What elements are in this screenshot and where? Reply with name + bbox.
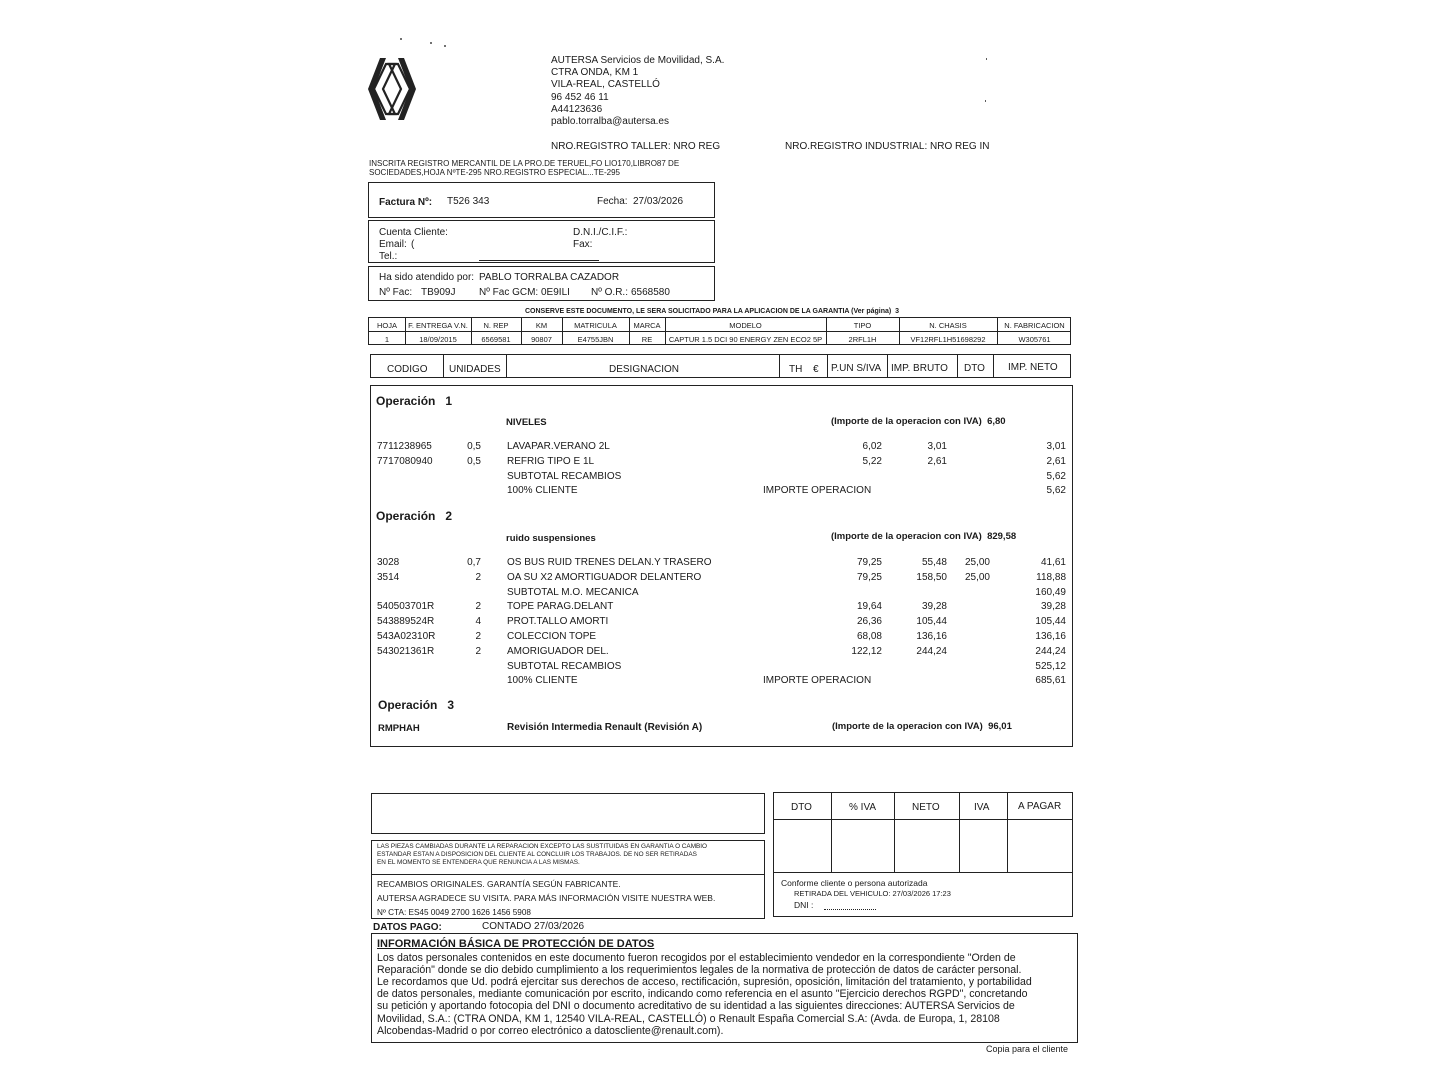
line-unidades: 0,5	[467, 455, 481, 467]
scan-speck	[430, 42, 432, 44]
line-unidades: 2	[475, 571, 481, 583]
or-label: Nº O.R.:	[591, 287, 628, 298]
line-codigo: 543889524R	[377, 616, 435, 628]
vehicle-value-tipo: 2RFL1H	[848, 335, 877, 344]
company-email: pablo.torralba@autersa.es	[551, 116, 669, 127]
op1-name: NIVELES	[506, 417, 547, 428]
tel-label: Tel.:	[379, 251, 398, 262]
or-value: 6568580	[631, 287, 670, 298]
op2-importe-value: 829,58	[987, 531, 1017, 542]
vehicle-table	[368, 317, 1071, 345]
line-bruto: 39,28	[921, 601, 947, 613]
totals-neto: NETO	[912, 802, 940, 813]
op3-name: Revisión Intermedia Renault (Revisión A)	[507, 722, 703, 733]
col-divider	[779, 355, 780, 377]
vehicle-value-f-entrega: 18/09/2015	[419, 335, 457, 344]
data-protection-line: Movilidad, S.A.: (CTRA ONDA, KM 1, 12540 VILA-REAL, CASTELLÓ) o Renault España Comercial S.A: (Avda. de Europa, 1, 28108	[377, 1012, 1000, 1025]
col-divider	[887, 355, 888, 377]
line-unidades: 0,7	[467, 557, 481, 568]
col-designacion: DESIGNACION	[609, 364, 680, 375]
line-codigo: 543A02310R	[377, 631, 436, 642]
totals-iva: IVA	[974, 802, 990, 813]
line-designacion: TOPE PARAG.DELANT	[507, 601, 614, 613]
nfac-value: TB909J	[421, 287, 456, 298]
col-bruto: IMP. BRUTO	[891, 363, 948, 374]
op1-number: 1	[445, 394, 453, 408]
line-unidades: 2	[475, 601, 481, 613]
totals-table	[773, 792, 1073, 917]
conforme-text: Conforme cliente o persona autorizada	[781, 878, 928, 888]
op3-importe	[832, 722, 1012, 732]
line-unidades: 0,5	[467, 441, 481, 452]
op1-importe-label: (Importe de la operacion con IVA)	[831, 416, 982, 427]
op2-name: ruido suspensiones	[506, 533, 596, 544]
line-neto: 41,61	[1040, 557, 1066, 568]
op3-importe-label: (Importe de la operacion con IVA)	[832, 721, 983, 732]
op2-title	[376, 510, 452, 522]
company-phone: 96 452 46 11	[551, 92, 609, 103]
col-codigo: CODIGO	[387, 364, 428, 375]
line-bruto: 2,61	[927, 455, 947, 467]
op3-title	[378, 699, 454, 711]
line-neto: 136,16	[1035, 631, 1066, 642]
data-protection-line: Los datos personales contenidos en este documento fueron recogidos por el establecimiento vendedor en la correspondiente "Orden de	[377, 952, 1016, 964]
company-address1: CTRA ONDA, KM 1	[551, 67, 639, 78]
factura-label: Factura Nº:	[379, 197, 433, 208]
col-divider	[443, 355, 444, 377]
items-header	[370, 354, 1071, 378]
line-unidades: 2	[475, 645, 481, 657]
line-codigo: 3028	[377, 557, 400, 568]
totals-body-divider	[774, 872, 1072, 873]
fax-label: Fax:	[573, 239, 593, 250]
vehicle-header-matricula: MATRICULA	[574, 321, 617, 330]
line-bruto: 3,01	[927, 441, 947, 452]
line-pun: 68,08	[856, 631, 882, 642]
line-designacion: REFRIG TIPO E 1L	[507, 455, 595, 467]
line-neto: 244,24	[1035, 645, 1066, 657]
atendido-label: Ha sido atendido por:	[379, 272, 475, 283]
atendido-box	[368, 266, 715, 301]
copia-cliente: Copia para el cliente	[986, 1044, 1069, 1054]
op2-title-label: Operación	[376, 509, 436, 523]
email-label: Email:	[379, 239, 407, 250]
op3-importe-value: 96,01	[988, 721, 1012, 732]
vehicle-value-n-chasis: VF12RFL1H51698292	[910, 335, 986, 344]
line-neto: 39,28	[1040, 601, 1066, 613]
op1-importe	[831, 417, 1006, 427]
line-neto: 105,44	[1035, 616, 1066, 628]
scan-speck	[400, 38, 402, 40]
op1-importe-value: 6,80	[987, 416, 1006, 427]
conserve-text: CONSERVE ESTE DOCUMENTO, LE SERA SOLICITADO PARA LA APLICACION DE LA GARANTIA (Ver página)	[525, 308, 892, 315]
col-neto: IMP. NETO	[1008, 362, 1058, 373]
company-address2: VILA-REAL, CASTELLÓ	[551, 79, 660, 90]
piezas-line1: LAS PIEZAS CAMBIADAS DURANTE LA REPARACION EXCEPTO LAS SUSTITUIDAS EN GARANTIA O CAMBIO	[377, 843, 708, 850]
line-unidades: 2	[475, 631, 481, 642]
conserve-notice	[525, 308, 899, 315]
vehicle-value-km: 90807	[531, 335, 552, 344]
totals-iva-pct: % IVA	[849, 802, 877, 813]
vehicle-value-hoja: 1	[384, 335, 390, 344]
line-bruto: 244,24	[916, 645, 947, 657]
line-bruto: 136,16	[916, 631, 947, 642]
scan-speck	[986, 58, 987, 60]
data-protection-line: Le recordamos que Ud. podrá ejercitar sus derechos de acceso, rectificación, supresión, oposición, limitación del tratamiento, y portabilidad	[377, 976, 1032, 989]
data-protection-title: INFORMACIÓN BÁSICA DE PROTECCIÓN DE DATOS	[377, 938, 655, 950]
line-pun: 79,25	[856, 571, 882, 583]
datos-pago-label: DATOS PAGO:	[373, 922, 442, 933]
col-unidades: UNIDADES	[449, 364, 501, 375]
totals-col-divider	[959, 793, 960, 872]
totals-col-divider	[894, 793, 895, 872]
line-neto: 5,62	[1046, 470, 1066, 482]
gcm-value: 0E9ILI	[541, 287, 570, 298]
line-pun: 122,12	[851, 645, 882, 657]
vehicle-header-hoja: HOJA	[376, 321, 397, 330]
data-protection-line: de datos personales, mediante comunicación por escrito, indicando como referencia en el asunto "Ejercicio derechos RGPD", concretando	[377, 988, 1028, 1001]
notes-box	[371, 793, 765, 834]
gcm-label: Nº Fac GCM:	[479, 287, 539, 298]
data-protection-line: Reparación" donde se dio debido cumplimiento a los requerimientos legales de la normativa de protección de datos de carácter personal.	[377, 964, 1022, 977]
cliente-divider	[479, 260, 599, 261]
factura-number: T526 343	[447, 196, 490, 207]
line-pun: 26,36	[856, 616, 882, 628]
line-designacion: 100% CLIENTE	[507, 485, 578, 497]
line-codigo: 7711238965	[377, 441, 432, 452]
col-euro: €	[813, 364, 819, 375]
renault-logo-icon	[366, 56, 418, 122]
company-cif: A44123636	[551, 104, 603, 115]
dni-sign-line	[824, 909, 876, 910]
conserve-page-num: 3	[895, 308, 900, 315]
conditions-box	[371, 840, 765, 919]
line-designacion: SUBTOTAL M.O. MECANICA	[507, 586, 639, 598]
piezas-line2: ESTANDAR ESTAN A DISPOSICION DEL CLIENTE AL CONCLUIR LOS TRABAJOS. DE NO SER RETIRADAS	[377, 851, 697, 858]
datos-pago-value: CONTADO 27/03/2026	[482, 921, 585, 932]
cuenta-cliente-label: Cuenta Cliente:	[379, 227, 448, 238]
email-value: (	[411, 239, 415, 250]
line-importe-operacion: IMPORTE OPERACION	[763, 485, 872, 497]
op1-title-label: Operación	[376, 394, 436, 408]
line-pun: 5,22	[862, 455, 882, 467]
vehicle-header-n-rep: N. REP	[483, 321, 509, 330]
line-neto: 685,61	[1035, 675, 1066, 687]
mercantil-line2: SOCIEDADES,HOJA NºTE-295 NRO.REGISTRO ESPECIAL...TE-295	[369, 168, 620, 177]
line-designacion: OA SU X2 AMORTIGUADOR DELANTERO	[507, 571, 702, 583]
line-designacion: SUBTOTAL RECAMBIOS	[507, 660, 622, 672]
vehicle-value-n-fabricacion: W305761	[1018, 335, 1051, 344]
op3-number: 3	[447, 698, 455, 712]
tel-underline	[379, 262, 401, 263]
vehicle-header-marca: MARCA	[633, 321, 661, 330]
line-bruto: 158,50	[916, 571, 947, 583]
line-neto: 160,49	[1035, 586, 1066, 598]
line-neto: 118,88	[1036, 571, 1066, 583]
line-dto: 25,00	[964, 571, 990, 583]
vehicle-header-f-entrega: F. ENTREGA V.N.	[408, 321, 468, 330]
col-divider	[506, 355, 507, 377]
conditions-divider	[372, 874, 764, 875]
line-codigo: 540503701R	[377, 601, 435, 613]
col-dto: DTO	[964, 363, 985, 374]
line-designacion: COLECCION TOPE	[507, 631, 597, 642]
vehicle-header-n-fabricacion: N. FABRICACION	[1004, 321, 1065, 330]
cliente-box	[368, 220, 715, 263]
company-name: AUTERSA Servicios de Movilidad, S.A.	[551, 55, 725, 66]
nfac-label: Nº Fac:	[379, 287, 413, 298]
op2-importe-label: (Importe de la operacion con IVA)	[831, 531, 982, 542]
vehicle-table-divider	[369, 331, 1070, 332]
piezas-line3: EN EL MOMENTO SE ENTENDERA QUE RENUNCIA A LAS MISMAS.	[377, 859, 580, 866]
line-neto: 525,12	[1035, 660, 1066, 672]
dni-label: D.N.I./C.I.F.:	[573, 227, 628, 238]
cuenta-bancaria: Nº CTA: ES45 0049 2700 1626 1456 5908	[377, 908, 531, 917]
line-bruto: 105,44	[916, 616, 947, 628]
factura-box	[368, 182, 715, 218]
op1-title	[376, 395, 452, 407]
line-dto: 25,00	[964, 557, 990, 568]
dni-sign-label: DNI :	[794, 900, 814, 910]
vehicle-header-n-chasis: N. CHASIS	[929, 321, 967, 330]
reg-taller: NRO.REGISTRO TALLER: NRO REG	[551, 141, 721, 152]
line-codigo: 543021361R	[377, 645, 435, 657]
vehicle-header-km: KM	[535, 321, 548, 330]
vehicle-value-n-rep: 6569581	[481, 335, 511, 344]
line-designacion: SUBTOTAL RECAMBIOS	[507, 470, 622, 482]
col-divider	[827, 355, 828, 377]
recambios-text: RECAMBIOS ORIGINALES. GARANTÍA SEGÚN FABRICANTE.	[377, 879, 621, 889]
totals-header-divider	[774, 819, 1072, 820]
line-designacion: OS BUS RUID TRENES DELAN.Y TRASERO	[507, 557, 712, 568]
totals-a-pagar: A PAGAR	[1018, 801, 1062, 812]
vehicle-value-marca: RE	[641, 335, 653, 344]
line-codigo: 7717080940	[377, 455, 433, 467]
col-divider	[993, 355, 994, 377]
line-neto: 5,62	[1046, 485, 1066, 497]
line-designacion: 100% CLIENTE	[507, 675, 578, 687]
retirada-text: RETIRADA DEL VEHICULO: 27/03/2026 17:23	[794, 889, 951, 898]
vehicle-value-modelo: CAPTUR 1.5 DCI 90 ENERGY ZEN ECO2 5P	[668, 335, 823, 344]
line-designacion: AMORIGUADOR DEL.	[507, 645, 609, 657]
totals-col-divider	[1007, 793, 1008, 872]
atendido-value: PABLO TORRALBA CAZADOR	[479, 272, 620, 283]
scan-speck	[985, 100, 986, 102]
vehicle-header-tipo: TIPO	[853, 321, 872, 330]
scan-speck	[444, 45, 446, 47]
op2-importe	[831, 532, 1016, 542]
line-neto: 3,01	[1046, 441, 1066, 452]
totals-col-divider	[831, 793, 832, 872]
line-pun: 6,02	[862, 441, 882, 452]
fecha-label: Fecha:	[597, 196, 628, 207]
vehicle-value-matricula: E4755JBN	[577, 335, 614, 344]
data-protection-line: su petición y aportando fotocopia del DNI o documento acreditativo de su identidad a las siguientes direcciones: AUTERSA Servicios de	[377, 1000, 1015, 1013]
line-unidades: 4	[475, 616, 481, 628]
line-codigo: 3514	[377, 571, 400, 583]
op3-title-label: Operación	[378, 698, 438, 712]
line-neto: 2,61	[1046, 455, 1066, 467]
mercantil-line1: INSCRITA REGISTRO MERCANTIL DE LA PRO.DE TERUEL,FO LIO170,LIBRO87 DE	[369, 159, 680, 168]
line-pun: 79,25	[856, 557, 882, 568]
line-pun: 19,64	[856, 601, 882, 613]
op2-number: 2	[445, 509, 453, 523]
data-protection-line: Alcobendas-Madrid o por correo electrónico a datoscliente@renault.com).	[377, 1024, 724, 1037]
line-designacion: LAVAPAR.VERANO 2L	[507, 441, 610, 452]
totals-dto: DTO	[791, 802, 812, 813]
agradece-text: AUTERSA AGRADECE SU VISITA. PARA MÁS INFORMACIÓN VISITE NUESTRA WEB.	[377, 893, 716, 903]
col-th: TH	[789, 364, 803, 375]
fecha-value: 27/03/2026	[633, 196, 684, 207]
op3-code: RMPHAH	[378, 723, 420, 734]
col-pun: P.UN S/IVA	[831, 363, 882, 374]
line-bruto: 55,48	[921, 557, 947, 568]
data-protection-box	[371, 933, 1078, 1043]
reg-industrial: NRO.REGISTRO INDUSTRIAL: NRO REG IN	[785, 141, 990, 152]
col-divider	[957, 355, 958, 377]
line-designacion: PROT.TALLO AMORTI	[507, 616, 609, 628]
vehicle-header-modelo: MODELO	[729, 321, 762, 330]
line-importe-operacion: IMPORTE OPERACION	[763, 675, 872, 687]
